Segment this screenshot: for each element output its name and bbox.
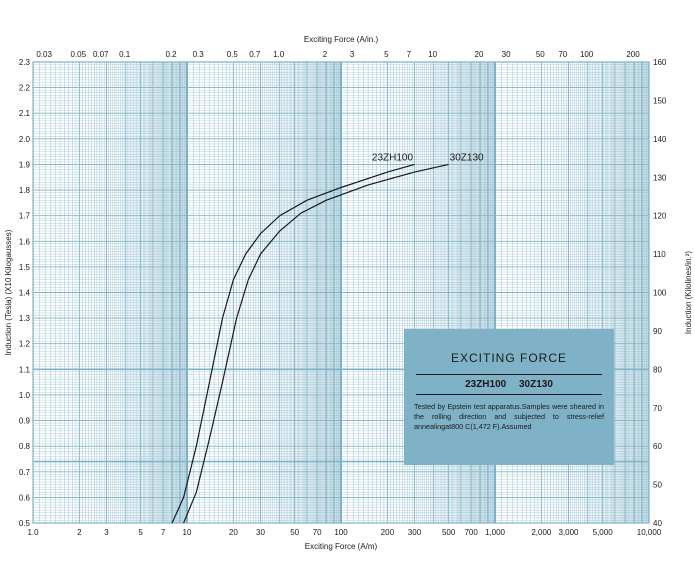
tick-label-top: 10 [428,50,438,59]
tick-label-right: 70 [653,403,662,413]
tick-label-left: 0.9 [18,416,30,426]
tick-label-bottom: 500 [441,528,456,537]
tick-label-bottom: 700 [464,528,478,537]
tick-label-right: 60 [653,442,662,452]
tick-label-right: 110 [653,250,666,260]
tick-label-right: 80 [653,365,662,375]
tick-label-bottom: 50 [290,528,300,537]
tick-label-left: 1.3 [18,314,30,324]
tick-label-top: 5 [384,50,389,59]
tick-label-left: 1.6 [18,237,30,247]
tick-label-right: 90 [653,326,662,336]
tick-label-left: 1.5 [18,262,30,272]
tick-label-top: 2 [322,50,328,59]
tick-label-left: 2.0 [18,134,30,144]
tick-label-left: 1.9 [18,160,30,170]
tick-label-right: 40 [653,519,662,528]
tick-label-top: 0.03 [36,50,52,59]
tick-label-top: 0.07 [93,50,109,59]
tick-label-right: 150 [653,96,667,106]
tick-label-bottom: 7 [160,528,166,537]
tick-label-bottom: 3,000 [558,528,579,537]
tick-label-left: 0.5 [18,519,30,528]
tick-label-right: 140 [653,134,667,144]
tick-label-top: 7 [406,50,412,59]
tick-label-bottom: 300 [407,528,422,537]
tick-label-bottom: 10 [182,528,192,537]
tick-label-right: 120 [653,211,667,221]
tick-label-top: 0.1 [119,50,131,59]
left-axis-title: Induction (Tesla) (X10 Kilogausses) [4,229,13,356]
right-axis-title: Induction (Kilolines/in.²) [684,250,693,335]
legend-grade-30z130: 30Z130 [519,379,553,390]
tick-label-left: 2.3 [18,58,30,67]
legend-title: EXCITING FORCE [450,351,567,365]
curve-label-30z130: 30Z130 [449,152,484,164]
tick-label-top: 0.2 [165,50,177,59]
tick-label-top: 0.3 [192,50,204,59]
tick-label-bottom: 200 [380,528,395,537]
tick-label-top: 20 [474,50,484,59]
tick-label-right: 100 [653,288,667,298]
tick-label-bottom: 30 [256,528,265,537]
tick-label-bottom: 5 [138,528,143,537]
tick-label-left: 1.8 [18,186,30,196]
tick-label-bottom: 20 [228,528,238,537]
tick-label-left: 2.1 [18,109,30,119]
legend-note: Tested by Epstein test apparatus.Samples were sheared in the rolling direction and subjected to stress-relief annealingat800 C(1,472 F).Assumed [414,402,604,431]
tick-label-bottom: 1.0 [27,528,39,537]
tick-label-left: 1.1 [18,365,30,375]
tick-label-bottom: 10,000 [636,528,662,537]
tick-label-left: 0.8 [18,442,30,452]
tick-label-top: 1.0 [273,50,285,59]
tick-label-left: 1.2 [18,339,30,349]
curve-label-23zh100: 23ZH100 [371,152,414,164]
tick-label-left: 1.4 [18,288,30,298]
tick-label-right: 50 [653,480,662,490]
tick-label-right: 160 [653,58,667,67]
tick-label-bottom: 2,000 [531,528,552,537]
tick-label-left: 1.0 [18,390,30,400]
legend-grades [412,375,606,394]
legend-grade-23zh100: 23ZH100 [465,379,507,390]
tick-label-top: 100 [579,50,594,59]
tick-label-left: 1.7 [18,211,30,221]
tick-label-left: 0.7 [18,467,30,477]
bottom-axis-title: Exciting Force (A/m) [304,542,378,551]
tick-label-bottom: 70 [312,528,322,537]
tick-label-bottom: 3 [104,528,109,537]
tick-label-top: 50 [535,50,545,59]
legend-divider-bottom [416,394,602,395]
tick-label-right: 130 [653,173,667,183]
tick-label-top: 3 [349,50,355,59]
tick-label-top: 0.7 [249,50,261,59]
tick-label-bottom: 100 [334,528,348,537]
tick-label-left: 2.2 [18,83,30,93]
tick-label-bottom: 5,000 [592,528,613,537]
tick-label-left: 0.6 [18,493,30,503]
tick-label-top: 70 [558,50,568,59]
tick-label-bottom: 2 [77,528,82,537]
legend-box [404,329,614,465]
tick-label-top: 0.05 [70,50,87,59]
tick-label-top: 0.5 [226,50,238,59]
top-axis-title: Exciting Force (A/in.) [303,35,379,44]
tick-label-top: 30 [501,50,511,59]
tick-label-bottom: 1,000 [484,528,506,537]
tick-label-top: 200 [626,50,640,59]
